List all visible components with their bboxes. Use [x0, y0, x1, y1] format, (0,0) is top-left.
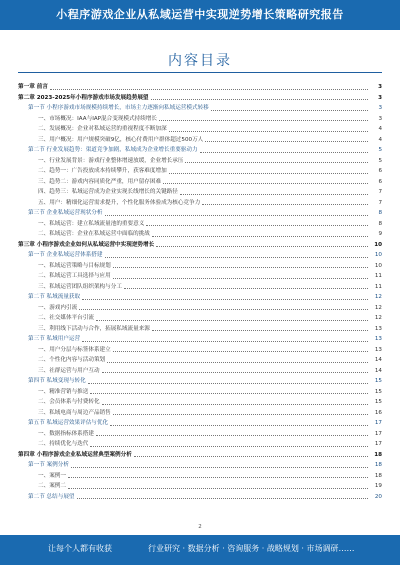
toc-entry-page: 12	[374, 315, 382, 321]
toc-dot-leader	[96, 319, 368, 321]
toc-entry-label: 第二节 行业发展趋势：渠道竞争加剧，私域成为企业增长重要驱动力	[28, 147, 198, 153]
toc-heading: 内容目录	[168, 53, 232, 69]
toc-entry[interactable]	[18, 387, 382, 398]
toc-dot-leader	[107, 361, 368, 363]
toc-dot-leader	[185, 161, 368, 163]
toc-entry-page: 17	[374, 441, 382, 447]
toc-dot-leader	[146, 224, 368, 226]
toc-entry-label: 第三节 企业私域运营现状分析	[28, 210, 103, 216]
toc-entry-page: 5	[378, 157, 382, 164]
toc-entry-page: 4	[378, 126, 382, 132]
toc-entry[interactable]	[18, 187, 382, 198]
toc-entry-page: 15	[374, 378, 382, 384]
toc-entry[interactable]	[18, 240, 382, 251]
toc-dot-leader	[152, 235, 368, 237]
toc-entry-page: 10	[374, 241, 382, 248]
toc-entry-page: 10	[374, 262, 382, 269]
toc-entry-label: 二、私域运营工具选择与应用	[38, 273, 111, 279]
toc-entry-page: 13	[374, 346, 382, 353]
toc-entry-page: 13	[374, 325, 382, 332]
toc-entry-label: 第一节 案例分析	[28, 462, 69, 468]
toc-dot-leader	[151, 98, 368, 100]
toc-entry-page: 15	[374, 388, 382, 395]
toc-entry[interactable]	[18, 355, 382, 366]
toc-entry[interactable]	[18, 124, 382, 135]
toc-dot-leader	[96, 434, 368, 436]
toc-entry-label: 二、私域运营：企业在私域运营中面临的挑战	[38, 231, 150, 237]
toc-dot-leader	[71, 466, 368, 468]
toc-dot-leader	[82, 340, 368, 342]
toc-entry-label: 三、私域电商与周边产品销售	[38, 409, 111, 416]
toc-entry-label: 二、趋势一：广告投放成本持续攀升，获客难度增加	[38, 168, 167, 174]
toc-entry-label: 二、持续优化与迭代	[38, 441, 89, 447]
toc-entry[interactable]	[18, 397, 382, 408]
toc-dot-leader	[50, 88, 368, 90]
toc-entry[interactable]	[18, 324, 382, 335]
toc-entry-label: 第三章 小程序游戏企业如何从私域运营中实现逆势增长	[18, 241, 155, 248]
toc-entry-page: 7	[378, 199, 382, 206]
toc-entry-page: 18	[374, 472, 382, 479]
toc-entry-page: 3	[378, 115, 382, 122]
toc-dot-leader	[134, 455, 368, 457]
toc-entry[interactable]	[18, 103, 382, 114]
toc-entry[interactable]	[18, 303, 382, 314]
toc-entry-label: 一、精准营销与推送	[38, 388, 89, 395]
toc-entry-page: 19	[374, 483, 382, 489]
toc-dot-leader	[211, 109, 368, 111]
toc-entry-label: 第五节 私域运营效果评估与优化	[28, 420, 109, 426]
toc-entry-page: 13	[374, 336, 382, 342]
toc-dot-leader	[113, 350, 368, 352]
toc-entry[interactable]	[18, 93, 382, 104]
toc-dot-leader	[110, 424, 368, 426]
toc-entry-page: 20	[374, 493, 382, 500]
toc-entry[interactable]	[18, 439, 382, 450]
toc-entry-label: 一、案例一	[38, 472, 66, 479]
toc-entry-label: 一、游戏内引流	[38, 304, 78, 311]
toc-entry[interactable]	[18, 471, 382, 482]
toc-entry[interactable]	[18, 198, 382, 209]
toc-entry-label: 一、私域运营策略与目标规划	[38, 262, 111, 269]
toc-entry[interactable]	[18, 334, 382, 345]
toc-entry[interactable]	[18, 460, 382, 471]
toc-entry-label: 四、趋势三：私域运营成为企业实现长线增长的关键路径	[38, 189, 178, 195]
footer-slogan: 让每个人都有收获	[48, 544, 112, 553]
toc-entry-page: 8	[378, 220, 382, 227]
toc-dot-leader	[88, 382, 368, 384]
toc-entry-label: 三、社群运营与用户互动	[38, 367, 100, 374]
toc-entry-page: 14	[374, 367, 382, 374]
toc-dot-leader	[82, 298, 368, 300]
toc-entry-page: 7	[378, 189, 382, 195]
toc-entry[interactable]	[18, 481, 382, 492]
toc-entry-page: 4	[378, 136, 382, 143]
toc-dot-leader	[163, 182, 368, 184]
toc-dot-leader	[113, 277, 368, 279]
toc-entry-label: 第二节 总结与展望	[28, 493, 75, 500]
toc-entry[interactable]	[18, 282, 382, 293]
toc-entry-label: 三、用户概况：用户规模突破9亿，核心付费用户群体超过500万人	[38, 136, 204, 143]
toc-entry-label: 三、利用线下活动与合作，拓展私域流量来源	[38, 325, 150, 332]
toc-entry-page: 11	[374, 283, 382, 290]
toc-entry[interactable]	[18, 261, 382, 272]
toc-entry-page: 12	[374, 294, 382, 300]
toc-entry[interactable]	[18, 366, 382, 377]
toc-entry-page: 17	[374, 420, 382, 426]
toc-dot-leader	[102, 403, 368, 405]
toc-entry[interactable]	[18, 408, 382, 419]
toc-entry[interactable]	[18, 135, 382, 146]
toc-dot-leader	[124, 287, 368, 289]
toc-entry-label: 五、用户：精细化运营需求提升，个性化服务体验成为核心竞争力	[38, 199, 201, 206]
toc-entry-page: 18	[374, 462, 382, 468]
toc-dot-leader	[205, 140, 368, 142]
toc-entry[interactable]	[18, 177, 382, 188]
toc-entry-page: 9	[378, 231, 382, 237]
toc-entry[interactable]	[18, 429, 382, 440]
toc-entry[interactable]	[18, 82, 382, 93]
toc-entry-label: 第四章 小程序游戏企业私域运营典型案例分析	[18, 451, 132, 458]
toc-entry-label: 二、社交媒体平台引流	[38, 315, 94, 321]
toc-dot-leader	[169, 172, 368, 174]
toc-entry-page: 17	[374, 430, 382, 437]
toc-top-rule	[18, 72, 382, 73]
toc-entry-label: 二、案例二	[38, 483, 66, 489]
toc-entry[interactable]	[18, 250, 382, 261]
toc-entry-page: 3	[378, 84, 382, 90]
footer-services: 行业研究 · 数据分析 · 咨询服务 · 战略规划 · 市场调研……	[148, 544, 355, 553]
toc-dot-leader	[113, 266, 368, 268]
toc-entry-label: 一、用户分层与标签体系建立	[38, 346, 111, 353]
toc-dot-leader	[159, 119, 368, 121]
toc-entry[interactable]	[18, 156, 382, 167]
toc-entry-label: 第二章 2023-2025年小程序游戏市场发展趋势展望	[18, 94, 149, 101]
toc-dot-leader	[156, 245, 368, 247]
toc-dot-leader	[169, 130, 368, 132]
toc-entry[interactable]	[18, 114, 382, 125]
toc-entry-label: 第三节 私域用户运营	[28, 336, 81, 342]
toc-entry-page: 5	[378, 147, 382, 153]
toc-dot-leader	[102, 371, 368, 373]
toc-entry[interactable]	[18, 313, 382, 324]
toc-dot-leader	[105, 256, 369, 258]
toc-entry-label: 第一章 前言	[18, 84, 48, 90]
toc-dot-leader	[113, 413, 368, 415]
toc-entry-label: 第二节 私域流量获取	[28, 294, 81, 300]
toc-entry[interactable]	[18, 450, 382, 461]
toc-entry-page: 14	[374, 357, 382, 363]
toc-entry-page: 15	[374, 399, 382, 405]
toc-entry-label: 二、个性化内容与活动策划	[38, 357, 106, 363]
toc-entry[interactable]	[18, 292, 382, 303]
toc-entry-label: 二、发展概况：企业对私域运营的重视程度不断加深	[38, 126, 167, 132]
toc-entry-page: 8	[378, 210, 382, 216]
report-title: 小程序游戏企业从私域运营中实现逆势增长策略研究报告	[56, 8, 344, 21]
toc-entry-page: 11	[374, 273, 382, 279]
toc-entry-page: 3	[378, 94, 382, 101]
toc-entry-label: 一、市场概况：IAA与IAP混合变现模式持续增长	[38, 115, 157, 122]
toc-dot-leader	[90, 445, 368, 447]
toc-entry[interactable]	[18, 418, 382, 429]
toc-entry-label: 第一节 企业私域运营体系搭建	[28, 252, 103, 258]
toc-entry-label: 一、私域运营：建立私域流量池的重要意义	[38, 220, 145, 227]
toc-dot-leader	[152, 329, 368, 331]
toc-list	[18, 82, 382, 502]
toc-dot-leader	[68, 487, 368, 489]
toc-entry-page: 10	[374, 252, 382, 258]
toc-entry-page: 18	[374, 451, 382, 458]
toc-entry[interactable]	[18, 492, 382, 503]
toc-entry-page: 6	[378, 178, 382, 185]
toc-dot-leader	[68, 476, 368, 478]
toc-entry[interactable]	[18, 229, 382, 240]
toc-entry-label: 第一节 小程序游戏市场规模持续增长，市场主力逐渐向私域运营模式转移	[28, 105, 209, 111]
toc-entry-label: 一、行业发展背景：游戏行业整体增速放缓，企业增长承压	[38, 157, 184, 164]
toc-dot-leader	[79, 308, 368, 310]
toc-entry[interactable]	[18, 376, 382, 387]
toc-entry-label: 第四节 私域变现与转化	[28, 378, 86, 384]
toc-dot-leader	[90, 392, 368, 394]
toc-entry-page: 3	[378, 105, 382, 111]
toc-entry[interactable]	[18, 145, 382, 156]
toc-dot-leader	[105, 214, 369, 216]
toc-entry[interactable]	[18, 345, 382, 356]
toc-dot-leader	[77, 497, 368, 499]
toc-entry-page: 16	[374, 409, 382, 416]
toc-entry-label: 二、会员体系与付费转化	[38, 399, 100, 405]
toc-entry-label: 三、趋势二：游戏内容同质化严重，用户留存困难	[38, 178, 162, 185]
toc-dot-leader	[202, 203, 368, 205]
page-number: 2	[198, 524, 202, 530]
toc-entry-page: 6	[378, 168, 382, 174]
toc-entry[interactable]	[18, 219, 382, 230]
toc-dot-leader	[200, 151, 368, 153]
toc-entry-page: 12	[374, 304, 382, 311]
toc-entry-label: 一、数据指标体系搭建	[38, 430, 94, 437]
toc-dot-leader	[180, 193, 368, 195]
toc-entry[interactable]	[18, 166, 382, 177]
toc-entry[interactable]	[18, 271, 382, 282]
toc-entry-label: 三、私域运营团队组织架构与分工	[38, 283, 122, 290]
toc-entry[interactable]	[18, 208, 382, 219]
